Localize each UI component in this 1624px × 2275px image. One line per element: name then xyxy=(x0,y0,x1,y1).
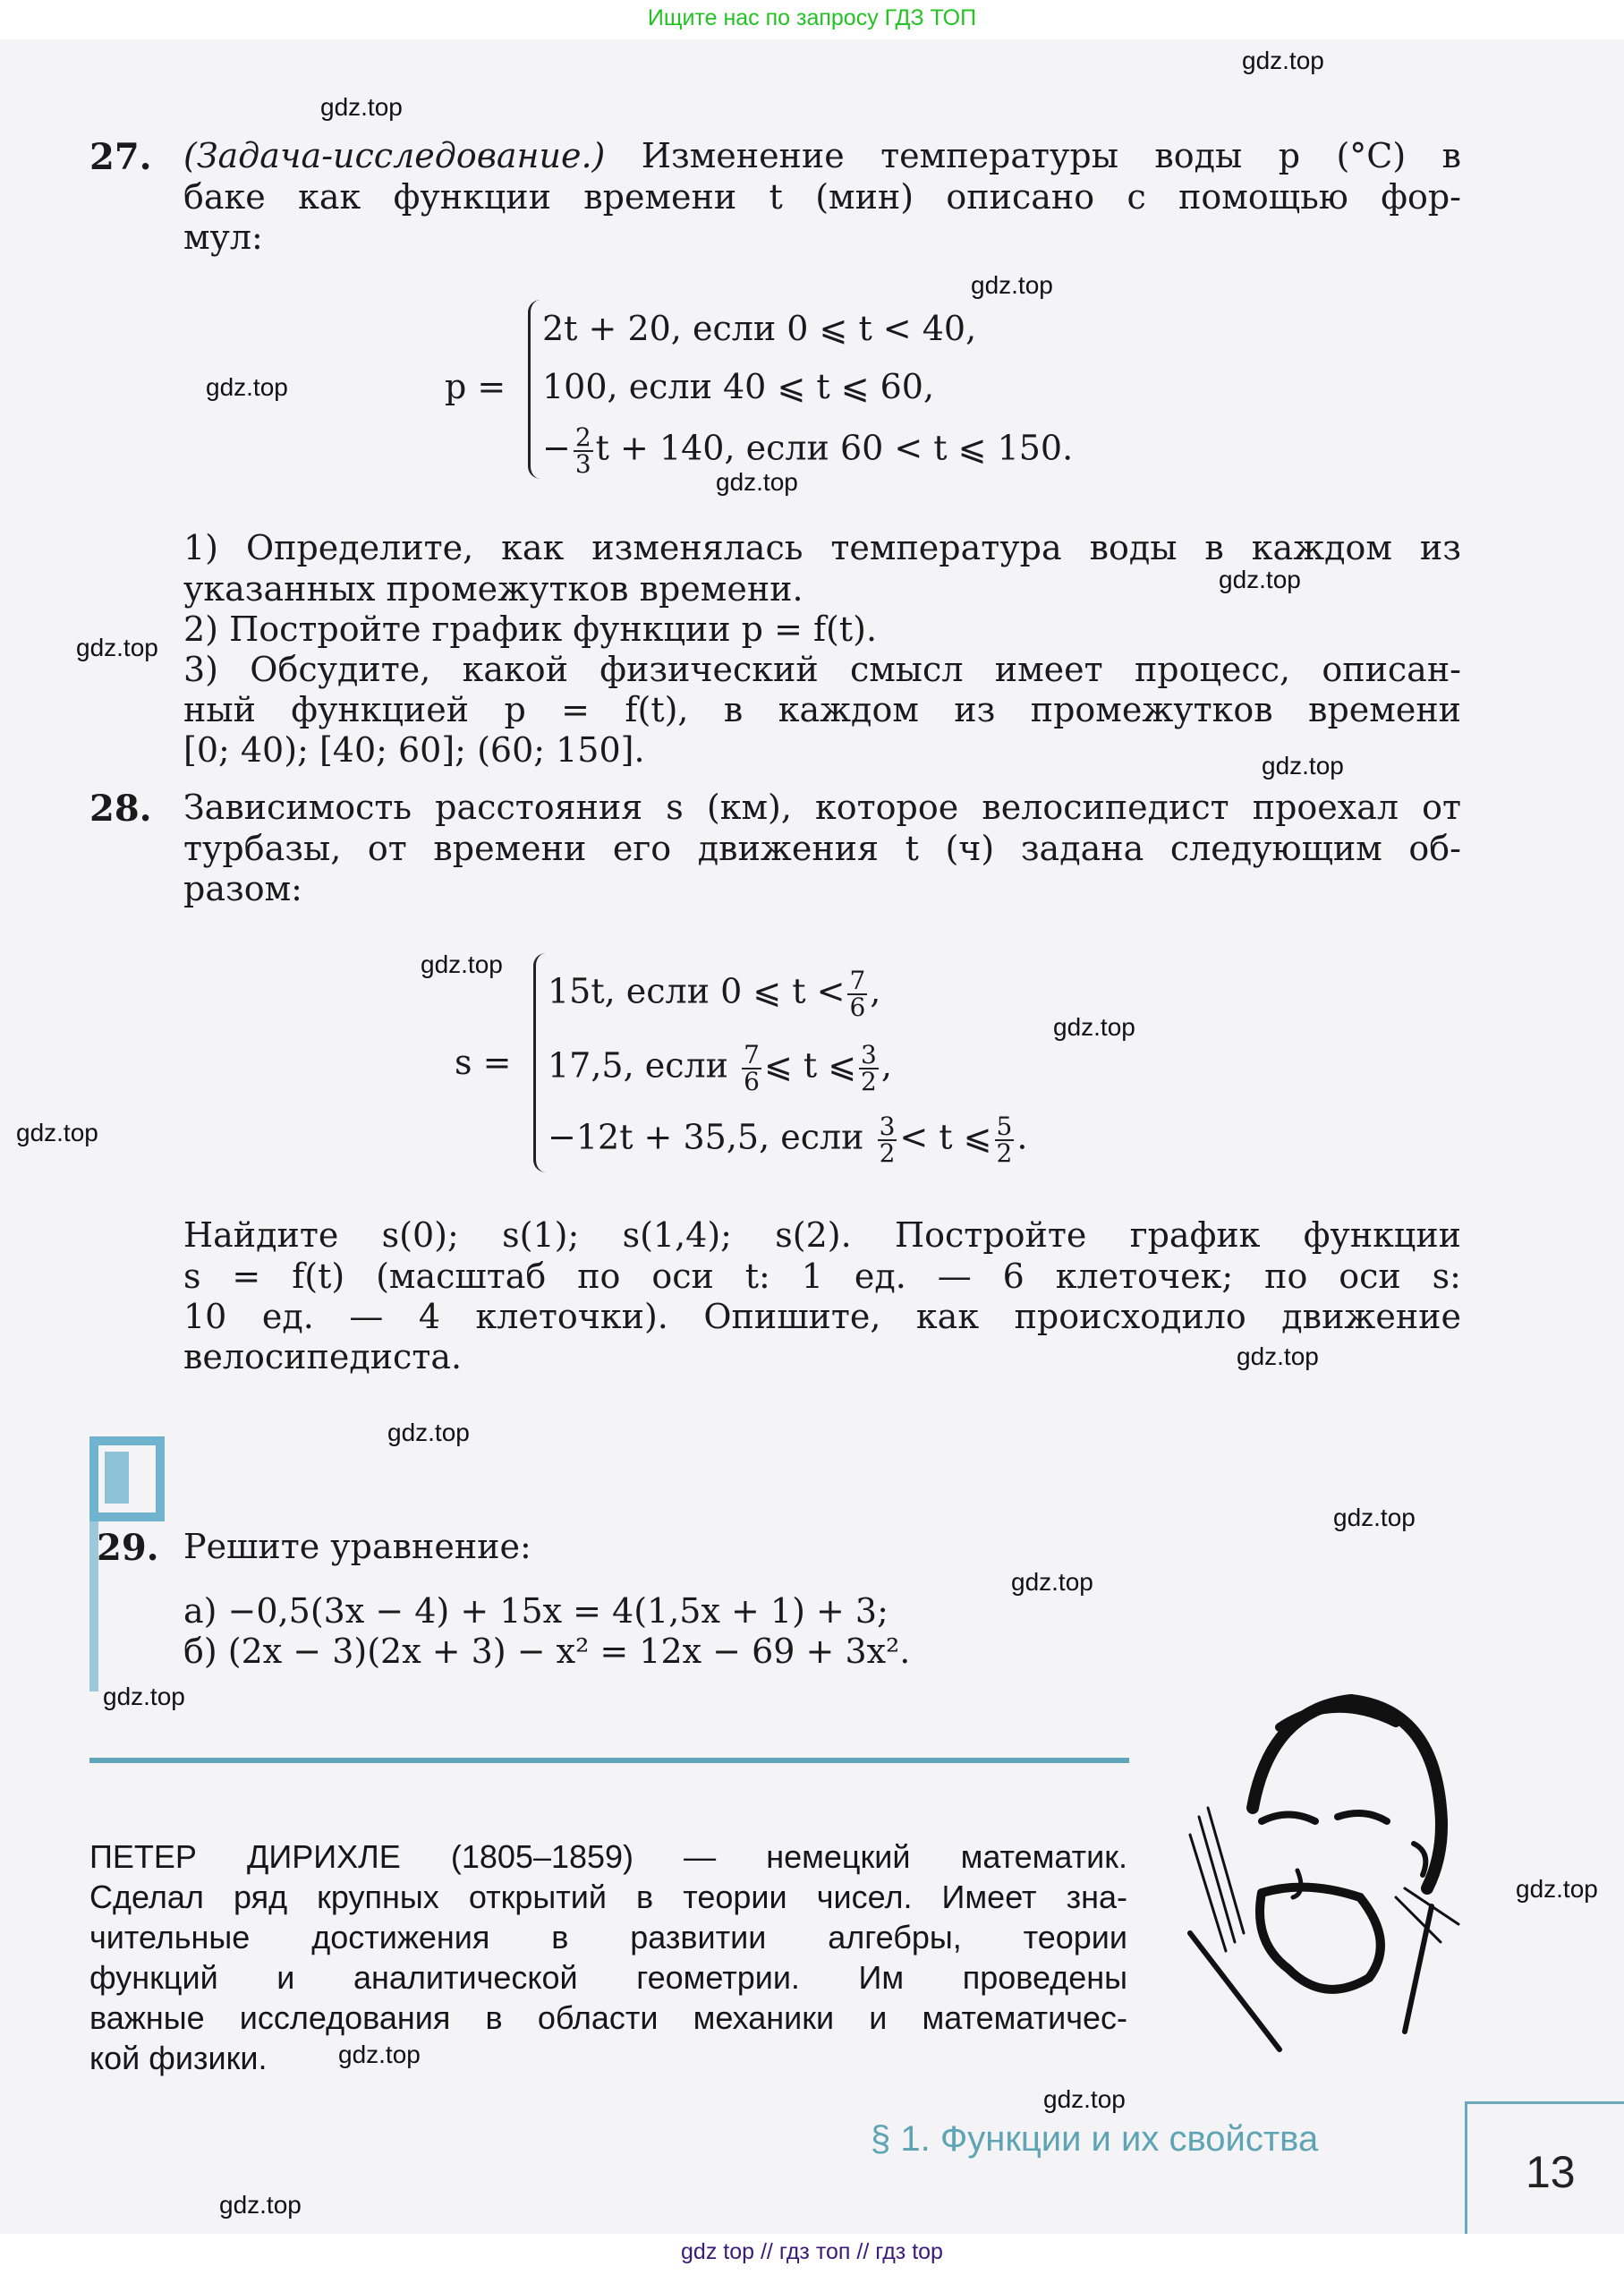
problem-29-item-a: а) −0,5(3x − 4) + 15x = 4(1,5x + 1) + 3; xyxy=(183,1591,889,1631)
watermark: gdz.top xyxy=(1333,1504,1416,1531)
problem-28-line-2: турбазы, от времени его движения t (ч) задана следующим об- xyxy=(183,829,1461,868)
formula-28-row-2: 17,5, если $\frac{7}{6}$ ⩽ t ⩽ $\frac{3}{2}$ , xyxy=(548,1040,892,1096)
page-number: 13 xyxy=(1526,2147,1576,2197)
watermark: gdz.top xyxy=(1516,1875,1598,1903)
watermark: gdz.top xyxy=(1262,752,1344,780)
watermark: gdz.top xyxy=(16,1119,98,1146)
watermark: gdz.top xyxy=(1043,2085,1126,2113)
fraction: $\frac{7}{6}$ xyxy=(849,966,866,1022)
task-27-1b: указанных промежутков времени. xyxy=(183,569,803,609)
marker-bar xyxy=(105,1452,129,1504)
problem-27-number: 27. xyxy=(89,136,152,178)
problem-28-tail-4: велосипедиста. xyxy=(183,1337,463,1376)
problem-28-number: 28. xyxy=(89,788,152,830)
problem-29-number: 29. xyxy=(97,1527,159,1569)
task-27-1a: 1) Определите, как изменялась температура воды в каждом из xyxy=(183,528,1461,567)
problem-29-title: Решите уравнение: xyxy=(183,1527,531,1566)
task-27-3b: ный функцией p = f(t), в каждом из промежутков времени xyxy=(183,690,1461,729)
problem-27-intro: (Задача-исследование.) xyxy=(183,136,606,175)
bio-line-1: ПЕТЕР ДИРИХЛЕ (1805–1859) — немецкий математик. xyxy=(89,1838,1127,1875)
formula-28-brace xyxy=(533,953,548,1172)
problem-27-line-3: мул: xyxy=(183,217,263,257)
top-banner-text[interactable]: Ищите нас по запросу ГДЗ ТОП xyxy=(647,5,977,30)
formula-27-brace xyxy=(528,300,543,479)
formula-28-lhs: s = xyxy=(455,1043,512,1082)
watermark: gdz.top xyxy=(1011,1568,1093,1596)
portrait-dirichlet-icon xyxy=(1172,1674,1476,2067)
bio-line-4: функций и аналитической геометрии. Им проведены xyxy=(89,1959,1127,1996)
task-27-3a: 3) Обсудите, какой физический смысл имеет процесс, описан- xyxy=(183,650,1461,689)
formula-27-lhs: p = xyxy=(445,367,506,406)
watermark: gdz.top xyxy=(320,93,403,121)
advanced-problem-marker-icon xyxy=(89,1436,165,1521)
formula-28-row-3: −12t + 35,5, если $\frac{3}{2}$ < t ⩽ $\frac{5}{2}$ . xyxy=(548,1112,1028,1168)
bio-line-2: Сделал ряд крупных открытий в теории чисел. Имеет зна- xyxy=(89,1879,1127,1915)
minus-sign: − xyxy=(542,428,571,468)
bottom-banner[interactable] xyxy=(0,2234,1624,2275)
bottom-banner-text[interactable]: gdz top // гдз топ // гдз top xyxy=(681,2239,943,2264)
problem-29-item-b: б) (2x − 3)(2x + 3) − x² = 12x − 69 + 3x². xyxy=(183,1632,911,1671)
watermark: gdz.top xyxy=(1053,1013,1135,1041)
watermark: gdz.top xyxy=(338,2041,421,2068)
formula-27-row-3: − $\frac{2}{3}$ t + 140, если 60 < t ⩽ 150. xyxy=(542,422,1074,479)
section-title: § 1. Функции и их свойства xyxy=(871,2119,1319,2159)
fraction: $\frac{5}{2}$ xyxy=(996,1112,1013,1168)
formula-27-row-1: 2t + 20, если 0 ⩽ t < 40, xyxy=(542,309,977,348)
task-27-3c: [0; 40); [40; 60]; (60; 150]. xyxy=(183,730,645,770)
problem-27-line-2: баке как функции времени t (мин) описано с помощью фор- xyxy=(183,177,1461,217)
section-divider xyxy=(89,1758,1129,1763)
formula-27-row-2: 100, если 40 ⩽ t ⩽ 60, xyxy=(542,367,935,406)
fraction: $\frac{7}{6}$ xyxy=(744,1040,760,1096)
watermark: gdz.top xyxy=(206,373,288,401)
problem-28-line-1: Зависимость расстояния s (км), которое велосипедист проехал от xyxy=(183,788,1461,827)
watermark: gdz.top xyxy=(387,1419,470,1446)
bio-line-6: кой физики. xyxy=(89,2040,268,2076)
problem-28-line-3: разом: xyxy=(183,869,302,908)
problem-27-line-1 xyxy=(183,136,1461,176)
bio-line-5: важные исследования в области механики и математичес- xyxy=(89,1999,1127,2036)
watermark: gdz.top xyxy=(219,2191,302,2219)
watermark: gdz.top xyxy=(1219,566,1301,593)
problem-28-tail-3: 10 ед. — 4 клеточки). Опишите, как происходило движение xyxy=(183,1297,1461,1336)
watermark: gdz.top xyxy=(1242,47,1324,74)
top-banner[interactable] xyxy=(0,0,1624,39)
watermark: gdz.top xyxy=(1237,1342,1319,1370)
fraction: $\frac{3}{2}$ xyxy=(861,1040,877,1096)
watermark: gdz.top xyxy=(103,1683,185,1710)
bio-line-3: чительные достижения в развитии алгебры, теории xyxy=(89,1919,1127,1955)
task-27-2: 2) Постройте график функции p = f(t). xyxy=(183,609,878,649)
fraction: $\frac{3}{2}$ xyxy=(879,1112,896,1168)
watermark: gdz.top xyxy=(971,271,1053,299)
watermark: gdz.top xyxy=(716,468,798,496)
problem-27-text-1: Изменение температуры воды p (°C) в xyxy=(641,136,1461,175)
watermark: gdz.top xyxy=(76,634,158,661)
problem-28-tail-1: Найдите s(0); s(1); s(1,4); s(2). Постройте график функции xyxy=(183,1215,1461,1255)
problem-28-tail-2: s = f(t) (масштаб по оси t: 1 ед. — 6 клеточек; по оси s: xyxy=(183,1257,1461,1296)
formula-28-row-1: 15t, если 0 ⩽ t < $\frac{7}{6}$ , xyxy=(548,966,881,1022)
watermark: gdz.top xyxy=(421,950,503,978)
fraction: $\frac{2}{3}$ xyxy=(574,422,591,479)
